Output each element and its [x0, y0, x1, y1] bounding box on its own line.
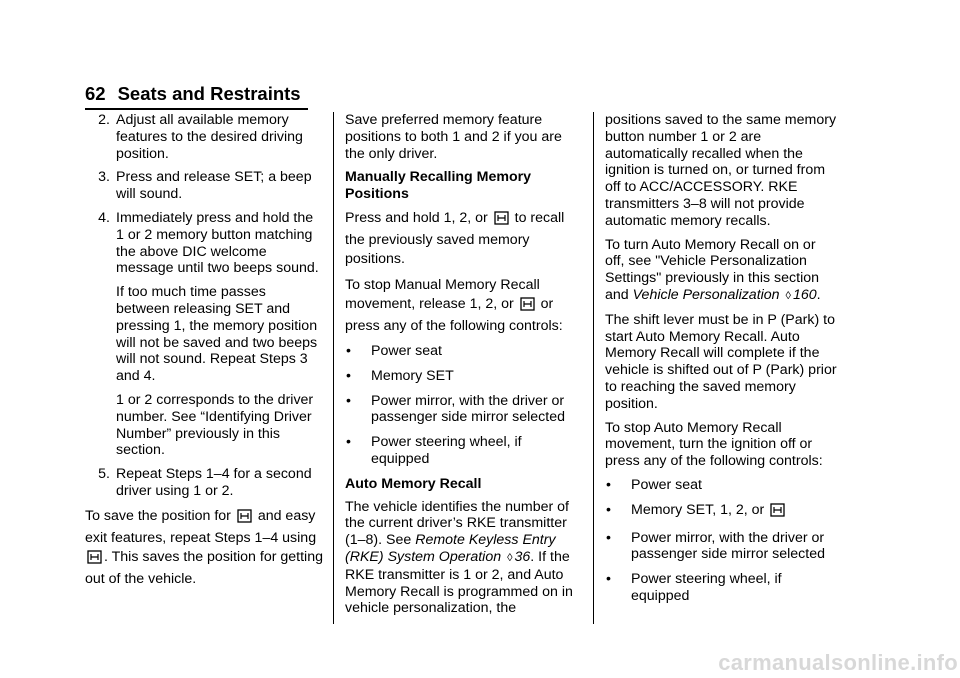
text: . If the RKE transmitter is 1 or 2, and Auto Memory Recall is programmed on in vehicle personalization, the: [345, 548, 573, 617]
exit-memory-button-icon: [520, 297, 535, 317]
list-item-text: Power seat: [371, 342, 442, 359]
list-item: [345, 343, 577, 360]
continued-paragraph: positions saved to the same memory button number 1 or 2 are automatically recalled when the ignition is turned on, or turned from off to ACC/ACCESSORY. RKE transmitters 3–8 will not provide automatic memory recalls.: [605, 112, 837, 229]
step-4-note-time: If too much time passes between releasing SET and pressing 1, the memory position will not be saved and two beeps will not sound. Repeat Steps 3 and 4.: [116, 284, 318, 385]
text: or press any of the following controls:: [345, 295, 563, 334]
text: To save the position for: [85, 507, 231, 524]
list-item: [345, 393, 577, 427]
step-text: Adjust all available memory features to the desired driving position.: [116, 112, 303, 162]
page-ref-arrow-icon: ◊: [507, 551, 513, 564]
bullet: •: [346, 342, 351, 359]
heading-auto-recall: Auto Memory Recall: [345, 475, 482, 492]
turn-on-off-paragraph: [605, 237, 837, 305]
list-item-text: Power mirror, with the driver or passenger side mirror selected: [631, 529, 825, 563]
list-item: [605, 502, 837, 522]
step-4: [85, 210, 323, 277]
exit-memory-button-icon: [87, 550, 102, 570]
step-number: 3.: [98, 169, 110, 186]
column-divider: [333, 112, 334, 624]
bullet: •: [606, 476, 611, 493]
bullet: •: [606, 529, 611, 546]
auto-paragraph: [345, 499, 577, 618]
list-item: [605, 477, 837, 494]
list-item: [605, 571, 837, 605]
exit-paragraph: [85, 507, 323, 589]
stop-manual-paragraph: [345, 276, 577, 336]
heading-manual-recall: Manually Recalling Memory Positions: [345, 169, 532, 203]
text: .: [816, 286, 821, 303]
step-number: 5.: [98, 466, 110, 483]
watermark: carmanualsonline.info: [718, 650, 958, 675]
rke-page-ref[interactable]: 36: [514, 548, 531, 565]
step-number: 2.: [98, 112, 110, 128]
vehicle-personalization-link[interactable]: Vehicle Personalization: [632, 286, 780, 303]
list-item-text: Power steering wheel, if equipped: [371, 434, 522, 467]
step-text: Press and release SET; a beep will sound.: [116, 169, 312, 203]
list-item-text: [631, 502, 787, 522]
text: and easy exit features, repeat Steps 1–4 using: [85, 507, 317, 546]
text: . This saves the position for getting out of the vehicle.: [85, 548, 323, 587]
bullet: •: [346, 434, 351, 451]
bullet: •: [606, 571, 611, 588]
column-2: [345, 112, 577, 624]
shift-paragraph: The shift lever must be in P (Park) to start Auto Memory Recall. Auto Memory Recall will complete if the vehicle is shifted out of P (Park) prior to reaching the saved memory position.: [605, 311, 837, 412]
text: To stop Manual Memory Recall movement, release 1, 2, or: [345, 276, 540, 312]
list-item-text: Power seat: [631, 476, 702, 493]
text: to recall the previously saved memory positions.: [345, 209, 565, 267]
step-4-note-driver: 1 or 2 corresponds to the driver number. See “Identifying Driver Number” previously in this section.: [116, 391, 314, 459]
column-3: [605, 112, 837, 613]
step-text: Repeat Steps 1–4 for a second driver using 1 or 2.: [116, 466, 312, 499]
list-item: [345, 434, 577, 468]
list-item: [345, 368, 577, 385]
column-1: [85, 112, 323, 596]
text: Press and hold 1, 2, or: [345, 209, 488, 226]
list-item-text: Memory SET: [371, 367, 454, 384]
list-item-text: Power mirror, with the driver or passenger side mirror selected: [371, 392, 565, 426]
stop-auto-paragraph: To stop Auto Memory Recall movement, turn the ignition off or press any of the following controls:: [605, 419, 823, 470]
page-number: 62: [85, 83, 106, 104]
page-header: [85, 83, 335, 105]
section-title: Seats and Restraints: [117, 83, 301, 104]
bullet: •: [346, 367, 351, 384]
header-rule: [85, 108, 308, 110]
text: Memory SET, 1, 2, or: [631, 501, 765, 518]
text: The vehicle identifies the number of the current driver’s RKE transmitter (1–8). See: [345, 498, 569, 549]
list-item: [605, 530, 837, 564]
intro-paragraph: Save preferred memory feature positions to both 1 and 2 if you are the only driver.: [345, 112, 562, 162]
column-divider: [593, 112, 594, 624]
personalization-page-ref[interactable]: 160: [792, 286, 817, 303]
bullet: •: [346, 392, 351, 409]
step-2: [85, 112, 323, 162]
exit-memory-button-icon: [770, 503, 785, 522]
step-text: Immediately press and hold the 1 or 2 memory button matching the above DIC welcome message until two beeps sound.: [116, 209, 319, 277]
list-item-text: Power steering wheel, if equipped: [631, 571, 782, 604]
rke-reference-link[interactable]: Remote Keyless Entry (RKE) System Operation: [345, 532, 556, 565]
step-5: [85, 466, 323, 500]
exit-memory-button-icon: [494, 211, 509, 231]
step-3: [85, 169, 323, 203]
bullet: •: [606, 501, 611, 518]
step-number: 4.: [98, 209, 110, 226]
text: To turn Auto Memory Recall on or off, see "Vehicle Personalization Settings" previously in this section and: [605, 236, 820, 303]
exit-memory-button-icon: [237, 509, 252, 529]
page-ref-arrow-icon: ◊: [785, 289, 791, 302]
recall-paragraph: [345, 209, 577, 269]
